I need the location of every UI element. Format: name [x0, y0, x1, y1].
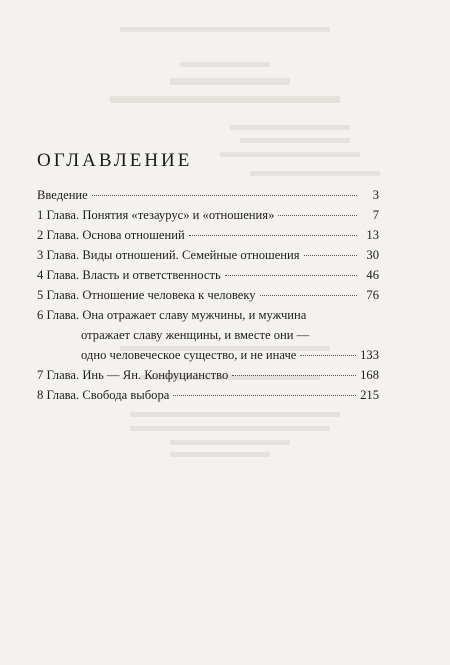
dot-leader: [189, 235, 357, 236]
toc-entry[interactable]: [37, 365, 379, 385]
toc-entry-multiline[interactable]: [37, 305, 379, 365]
bleed-through-mark: [230, 125, 350, 130]
bleed-through-mark: [250, 171, 380, 176]
dot-leader: [304, 255, 357, 256]
toc-entry-title: 4 Глава. Власть и ответственность: [37, 268, 221, 282]
toc-entry-page: 7: [372, 208, 379, 222]
toc-entry-line: [37, 345, 379, 365]
dot-leader: [278, 215, 357, 216]
dot-leader: [173, 395, 356, 396]
toc-entry-title: Введение: [37, 188, 88, 202]
toc-entry[interactable]: [37, 185, 379, 205]
toc-entry-page: 3: [372, 188, 379, 202]
toc-entry-title-line: отражает славу женщины, и вместе они —: [81, 328, 310, 342]
toc-entry-title-line: 6 Глава. Она отражает славу мужчины, и мужчина: [37, 308, 307, 322]
toc-entry-title: 2 Глава. Основа отношений: [37, 228, 185, 242]
dot-leader: [225, 275, 357, 276]
bleed-through-mark: [220, 152, 360, 157]
toc-entry-title: 1 Глава. Понятия «тезаурус» и «отношения»: [37, 208, 275, 222]
bleed-through-mark: [240, 138, 350, 143]
dot-leader: [92, 195, 357, 196]
bleed-through-mark: [180, 62, 270, 67]
toc-entry-page: 215: [360, 388, 379, 402]
bleed-through-mark: [130, 412, 340, 417]
toc-entry-line: [37, 305, 379, 325]
toc-entry-title: 8 Глава. Свобода выбора: [37, 388, 170, 402]
toc-entry[interactable]: [37, 225, 379, 245]
bleed-through-mark: [110, 96, 340, 103]
toc-entry-title-line: одно человеческое существо, и не иначе: [81, 348, 297, 362]
bleed-through-mark: [130, 426, 330, 431]
bleed-through-mark: [170, 78, 290, 85]
dot-leader: [260, 295, 357, 296]
toc-entry[interactable]: [37, 245, 379, 265]
bleed-through-mark: [170, 452, 270, 457]
toc-entry[interactable]: [37, 385, 379, 405]
toc-entry-page: 133: [360, 348, 379, 362]
toc-entry[interactable]: [37, 285, 379, 305]
toc-heading: ОГЛАВЛЕНИЕ: [37, 150, 193, 171]
toc-entry-title: 5 Глава. Отношение человека к человеку: [37, 288, 256, 302]
table-of-contents: [37, 185, 379, 405]
toc-entry[interactable]: [37, 205, 379, 225]
toc-entry-page: 30: [366, 248, 379, 262]
bleed-through-mark: [170, 440, 290, 445]
dot-leader: [300, 355, 356, 356]
toc-entry[interactable]: [37, 265, 379, 285]
toc-entry-title: 7 Глава. Инь — Ян. Конфуцианство: [37, 368, 229, 382]
toc-entry-page: 76: [366, 288, 379, 302]
toc-entry-page: 168: [360, 368, 379, 382]
dot-leader: [232, 375, 356, 376]
toc-entry-page: 13: [366, 228, 379, 242]
bleed-through-mark: [120, 27, 330, 32]
toc-entry-page: 46: [366, 268, 379, 282]
toc-entry-title: 3 Глава. Виды отношений. Семейные отношения: [37, 248, 300, 262]
